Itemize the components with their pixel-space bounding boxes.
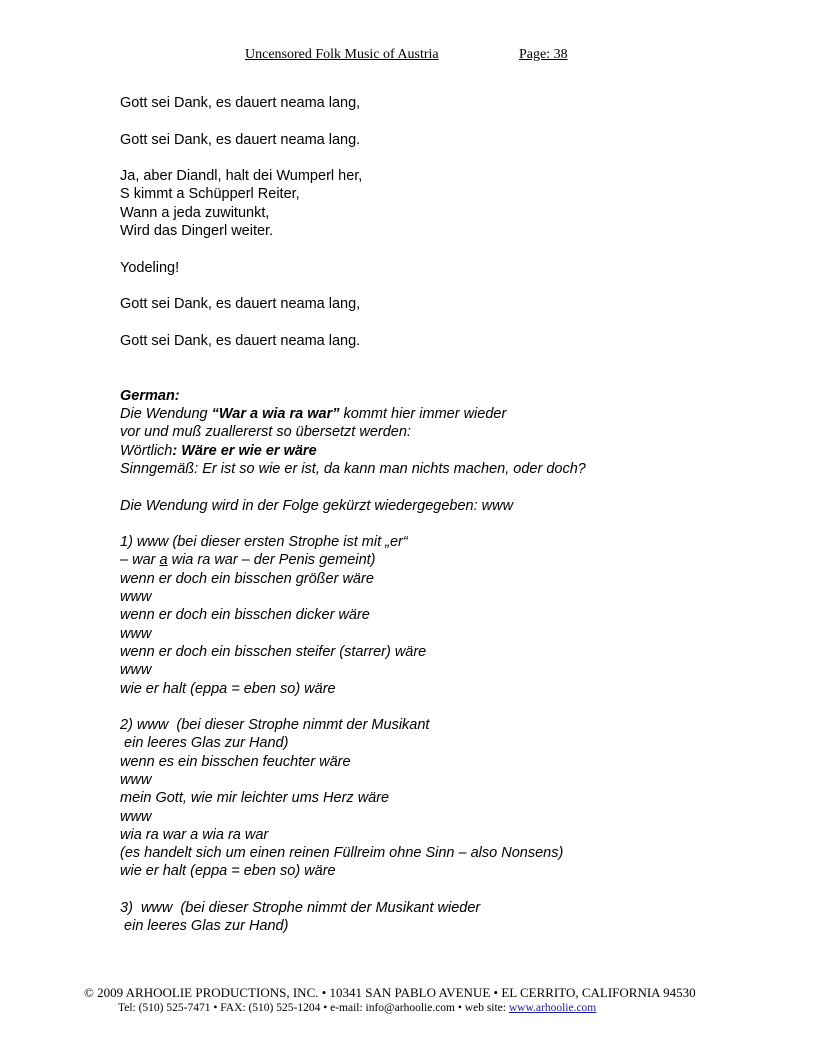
section-heading: German: [120,387,180,404]
contact-line: Tel: (510) 525-7471 • FAX: (510) 525-1204 • e-mail: info@arhoolie.com • web site: www.arhoolie.com [118,1002,597,1014]
verse-line: wenn er doch ein bisschen größer wäre [120,570,374,587]
verse-line: wia ra war a wia ra war [120,826,269,843]
verse-line: 2) www (bei dieser Strophe nimmt der Musikant [120,717,430,734]
verse-line: www [120,771,152,788]
abbreviation-note: Die Wendung wird in der Folge gekürzt wiedergegeben: www [120,497,514,514]
verse-line: www [120,625,152,642]
literal-translation: Wörtlich: Wäre er wie er wäre [120,442,317,459]
document-body [120,94,740,936]
page-header [0,47,816,67]
verse-line: wenn es ein bisschen feuchter wäre [120,753,351,770]
verse-line: www [120,808,152,825]
verse-line: mein Gott, wie mir leichter ums Herz wäre [120,790,390,807]
lyric-line: Ja, aber Diandl, halt dei Wumperl her, [120,168,363,185]
verse-line: 1) www (bei dieser ersten Strophe ist mit „er“ [120,534,408,551]
lyric-line: Yodeling! [120,259,180,276]
verse-line: wenn er doch ein bisschen steifer (starrer) wäre [120,643,427,660]
verse-line: – war a wia ra war – der Penis gemeint) [120,552,376,569]
verse-line: www [120,662,152,679]
verse-line: www [120,589,152,606]
lyric-line: Gott sei Dank, es dauert neama lang, [120,296,361,313]
document-title: Uncensored Folk Music of Austria [245,47,439,62]
lyric-line: S kimmt a Schüpperl Reiter, [120,186,300,203]
lyric-line: Gott sei Dank, es dauert neama lang. [120,131,361,148]
lyric-line: Wann a jeda zuwitunkt, [120,204,270,221]
meaning-translation: Sinngemäß: Er ist so wie er ist, da kann man nichts machen, oder doch? [120,460,586,477]
lyric-line: Gott sei Dank, es dauert neama lang. [120,332,361,349]
copyright-line: © 2009 ARHOOLIE PRODUCTIONS, INC. • 10341 SAN PABLO AVENUE • EL CERRITO, CALIFORNIA 94530 [84,985,696,1000]
intro-line: vor und muß zuallererst so übersetzt werden: [120,424,411,441]
verse-line: 3) www (bei dieser Strophe nimmt der Musikant wieder [120,900,481,917]
lyric-line: Gott sei Dank, es dauert neama lang, [120,95,361,111]
website-link[interactable]: www.arhoolie.com [508,1002,597,1014]
lyric-line: Wird das Dingerl weiter. [120,223,274,240]
verse-line: wenn er doch ein bisschen dicker wäre [120,607,370,624]
verse-line: (es handelt sich um einen reinen Füllreim ohne Sinn – also Nonsens) [120,845,564,862]
page-number: Page: 38 [519,47,568,62]
verse-line: ein leeres Glas zur Hand) [120,918,289,935]
verse-line: wie er halt (eppa = eben so) wäre [120,863,336,880]
verse-line: ein leeres Glas zur Hand) [120,735,289,752]
verse-line: wie er halt (eppa = eben so) wäre [120,680,336,697]
intro-line: Die Wendung “War a wia ra war” kommt hier immer wieder [120,406,507,423]
